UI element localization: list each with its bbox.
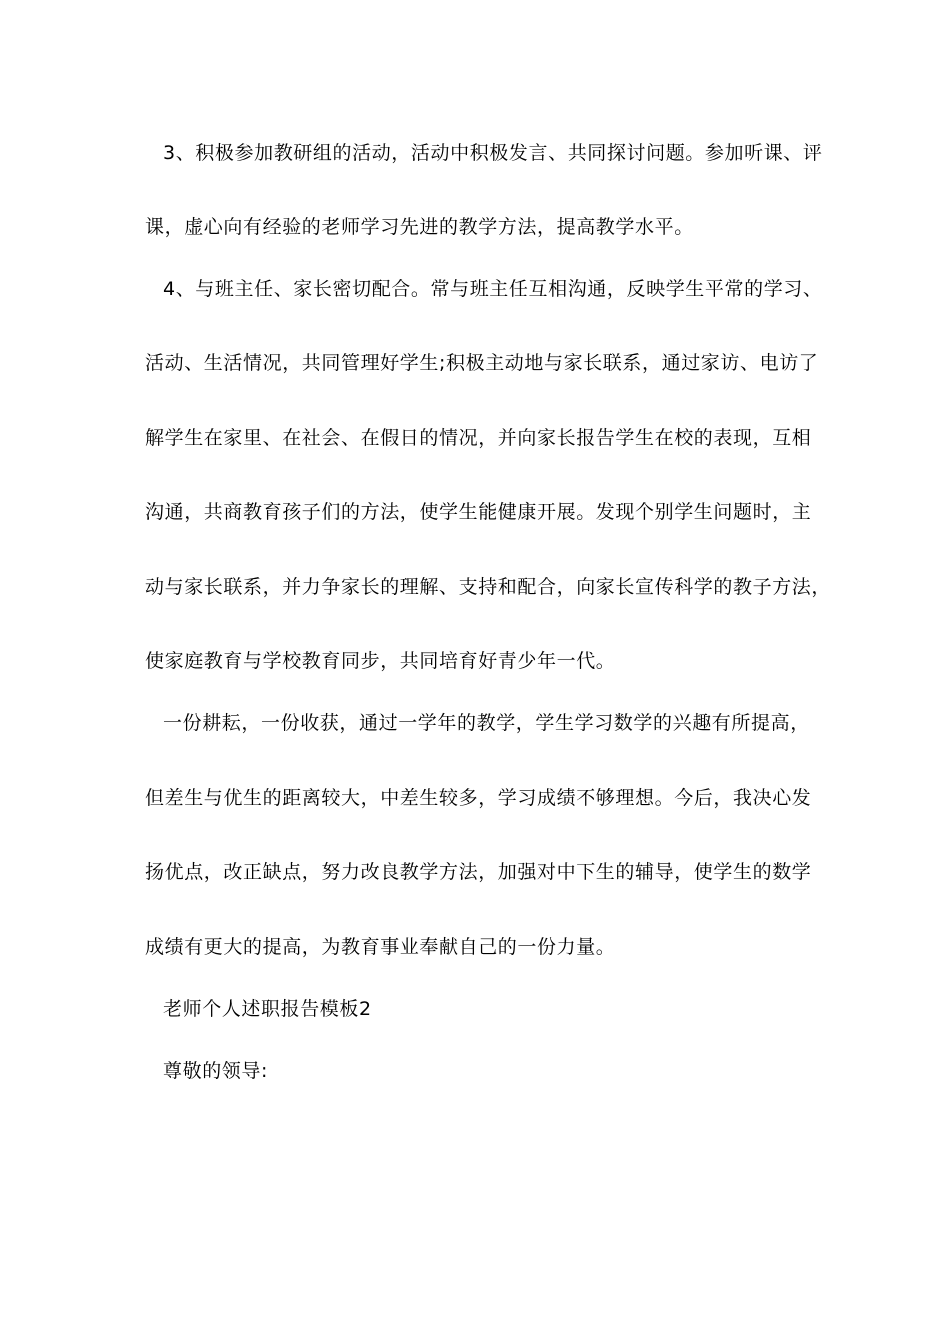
salutation: 尊敬的领导: [163,1060,269,1082]
section-title: 老师个人述职报告模板2 [163,998,372,1020]
summary-paragraph-line-4: 成绩有更大的提高，为教育事业奉献自己的一份力量。 [145,936,616,958]
paragraph-3-line-2: 课，虚心向有经验的老师学习先进的教学方法，提高教学水平。 [145,216,694,238]
paragraph-4-line-5: 动与家长联系，并力争家长的理解、支持和配合，向家长宣传科学的教子方法， [145,576,832,598]
paragraph-3-line-1: 3、积极参加教研组的活动，活动中积极发言、共同探讨问题。参加听课、评 [163,142,823,164]
paragraph-4-line-3: 解学生在家里、在社会、在假日的情况，并向家长报告学生在校的表现，互相 [145,427,812,449]
paragraph-4-line-6: 使家庭教育与学校教育同步，共同培育好青少年一代。 [145,650,616,672]
paragraph-4-line-2: 活动、生活情况，共同管理好学生;积极主动地与家长联系，通过家访、电访了 [145,352,819,374]
summary-paragraph-line-1: 一份耕耘，一份收获，通过一学年的教学，学生学习数学的兴趣有所提高， [163,712,810,734]
summary-paragraph-line-3: 扬优点，改正缺点，努力改良教学方法，加强对中下生的辅导，使学生的数学 [145,861,812,883]
paragraph-4-line-4: 沟通，共商教育孩子们的方法，使学生能健康开展。发现个别学生问题时，主 [145,501,812,523]
summary-paragraph-line-2: 但差生与优生的距离较大，中差生较多，学习成绩不够理想。今后，我决心发 [145,787,812,809]
paragraph-4-line-1: 4、与班主任、家长密切配合。常与班主任互相沟通，反映学生平常的学习、 [163,278,823,300]
